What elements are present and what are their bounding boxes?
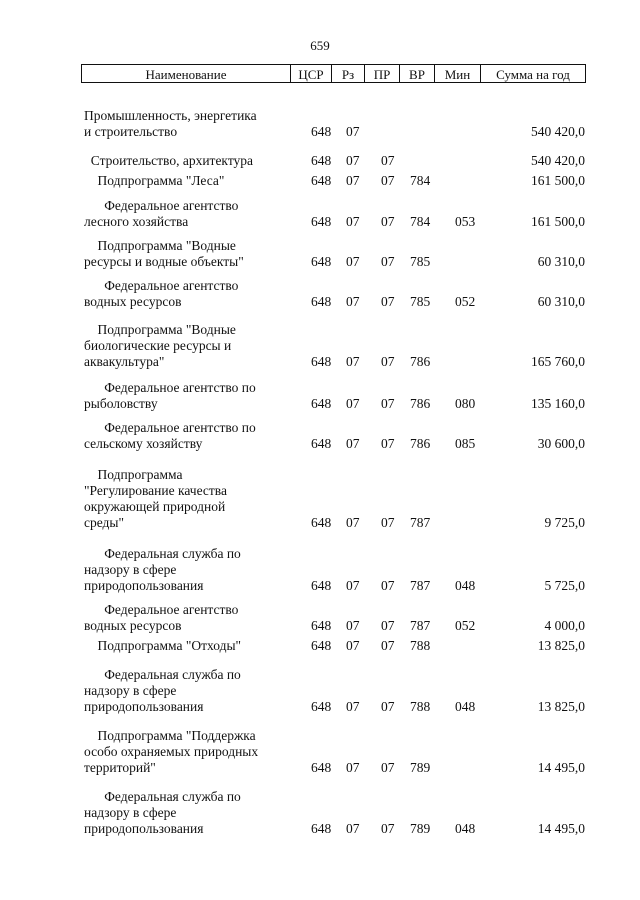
cell-csr: 648: [311, 436, 332, 451]
cell-vr: 784: [410, 214, 431, 229]
row-name-line: надзору в сфере: [84, 683, 177, 698]
row-name-line: водных ресурсов: [84, 618, 182, 633]
table-row: [0, 420, 640, 452]
cell-pr: 07: [381, 354, 395, 369]
header-csr: ЦСР: [290, 65, 331, 82]
cell-sum: 60 310,0: [537, 254, 585, 269]
cell-vr: 789: [410, 821, 431, 836]
cell-csr: 648: [311, 254, 332, 269]
row-name-line: Подпрограмма "Поддержка: [84, 728, 256, 743]
row-name-line: "Регулирование качества: [84, 483, 227, 498]
row-name-line: Федеральное агентство по: [84, 420, 256, 435]
header-min: Мин: [434, 65, 480, 82]
table-row: [0, 198, 640, 230]
cell-sum: 4 000,0: [544, 618, 585, 633]
cell-csr: 648: [311, 396, 332, 411]
row-name-line: Федеральное агентство по: [84, 380, 256, 395]
table-row: [0, 728, 640, 776]
cell-rz: 07: [346, 638, 360, 653]
table-row: [0, 667, 640, 715]
cell-min: 048: [455, 699, 476, 714]
cell-vr: 786: [410, 396, 431, 411]
table-row: [0, 153, 640, 169]
cell-sum: 165 760,0: [531, 354, 585, 369]
row-name-line: природопользования: [84, 821, 204, 836]
cell-sum: 13 825,0: [537, 699, 585, 714]
row-name: [84, 322, 284, 370]
cell-vr: 786: [410, 436, 431, 451]
row-name-line: Федеральное агентство: [84, 602, 239, 617]
row-name-line: ресурсы и водные объекты": [84, 254, 244, 269]
cell-vr: 787: [410, 578, 431, 593]
header-rz: Рз: [331, 65, 364, 82]
row-name: [84, 728, 284, 776]
cell-vr: 788: [410, 699, 431, 714]
cell-min: 085: [455, 436, 476, 451]
cell-min: 052: [455, 618, 476, 633]
cell-min: 053: [455, 214, 476, 229]
cell-min: 080: [455, 396, 476, 411]
cell-pr: 07: [381, 254, 395, 269]
cell-rz: 07: [346, 173, 360, 188]
header-vr: ВР: [399, 65, 434, 82]
cell-pr: 07: [381, 821, 395, 836]
cell-csr: 648: [311, 638, 332, 653]
cell-csr: 648: [311, 294, 332, 309]
cell-vr: 787: [410, 515, 431, 530]
row-name-line: Федеральное агентство: [84, 198, 239, 213]
cell-pr: 07: [381, 515, 395, 530]
cell-sum: 161 500,0: [531, 173, 585, 188]
row-name-line: аквакультура": [84, 354, 165, 369]
row-name: [84, 153, 284, 169]
row-name-line: сельскому хозяйству: [84, 436, 203, 451]
cell-vr: 785: [410, 254, 431, 269]
row-name-line: среды": [84, 515, 125, 530]
cell-csr: 648: [311, 515, 332, 530]
table-row: [0, 278, 640, 310]
cell-vr: 788: [410, 638, 431, 653]
cell-rz: 07: [346, 760, 360, 775]
row-name-line: особо охраняемых природных: [84, 744, 259, 759]
cell-rz: 07: [346, 396, 360, 411]
table-row: [0, 602, 640, 634]
cell-rz: 07: [346, 214, 360, 229]
header-pr: ПР: [364, 65, 399, 82]
row-name-line: природопользования: [84, 578, 204, 593]
table-row: [0, 546, 640, 594]
row-name-line: рыболовству: [84, 396, 158, 411]
row-name-line: Подпрограмма: [84, 467, 183, 482]
table-row: [0, 238, 640, 270]
cell-sum: 540 420,0: [531, 124, 585, 139]
cell-pr: 07: [381, 760, 395, 775]
cell-csr: 648: [311, 578, 332, 593]
row-name-line: Федеральная служба по: [84, 789, 241, 804]
row-name-line: территорий": [84, 760, 156, 775]
row-name-line: водных ресурсов: [84, 294, 182, 309]
cell-pr: 07: [381, 173, 395, 188]
cell-rz: 07: [346, 578, 360, 593]
cell-rz: 07: [346, 618, 360, 633]
row-name: [84, 198, 284, 230]
cell-sum: 60 310,0: [537, 294, 585, 309]
row-name-line: Федеральная служба по: [84, 667, 241, 682]
cell-csr: 648: [311, 214, 332, 229]
row-name: [84, 420, 284, 452]
cell-pr: 07: [381, 153, 395, 168]
row-name-line: надзору в сфере: [84, 805, 177, 820]
table-row: [0, 789, 640, 837]
cell-rz: 07: [346, 515, 360, 530]
cell-vr: 785: [410, 294, 431, 309]
table-row: [0, 322, 640, 370]
row-name: [84, 238, 284, 270]
cell-sum: 161 500,0: [531, 214, 585, 229]
row-name-line: окружающей природной: [84, 499, 226, 514]
cell-sum: 9 725,0: [544, 515, 585, 530]
header-name: Наименование: [145, 67, 227, 82]
cell-min: 048: [455, 578, 476, 593]
row-name: [84, 173, 284, 189]
cell-pr: 07: [381, 638, 395, 653]
cell-min: 048: [455, 821, 476, 836]
row-name-line: Подпрограмма "Водные: [84, 322, 236, 337]
row-name-line: Федеральная служба по: [84, 546, 241, 561]
cell-csr: 648: [311, 821, 332, 836]
cell-csr: 648: [311, 354, 332, 369]
cell-pr: 07: [381, 396, 395, 411]
row-name: [84, 789, 284, 837]
cell-pr: 07: [381, 618, 395, 633]
cell-pr: 07: [381, 436, 395, 451]
row-name-line: биологические ресурсы и: [84, 338, 232, 353]
row-name-line: природопользования: [84, 699, 204, 714]
row-name-line: Федеральное агентство: [84, 278, 239, 293]
table-row: [0, 380, 640, 412]
header-sum: Сумма на год: [480, 65, 585, 82]
page-number: 659: [310, 38, 330, 53]
cell-vr: 789: [410, 760, 431, 775]
cell-sum: 5 725,0: [544, 578, 585, 593]
cell-vr: 784: [410, 173, 431, 188]
cell-csr: 648: [311, 760, 332, 775]
table-row: [0, 173, 640, 189]
cell-pr: 07: [381, 578, 395, 593]
cell-min: 052: [455, 294, 476, 309]
row-name: [84, 108, 284, 140]
row-name-line: Подпрограмма "Водные: [84, 238, 236, 253]
cell-rz: 07: [346, 294, 360, 309]
row-name-line: надзору в сфере: [84, 562, 177, 577]
cell-sum: 30 600,0: [537, 436, 585, 451]
cell-pr: 07: [381, 294, 395, 309]
row-name-line: Подпрограмма "Отходы": [84, 638, 242, 653]
cell-csr: 648: [311, 153, 332, 168]
row-name-line: и строительство: [84, 124, 178, 139]
row-name: [84, 278, 284, 310]
cell-pr: 07: [381, 214, 395, 229]
table-row: [0, 108, 640, 140]
cell-sum: 540 420,0: [531, 153, 585, 168]
cell-sum: 14 495,0: [537, 760, 585, 775]
cell-pr: 07: [381, 699, 395, 714]
cell-rz: 07: [346, 124, 360, 139]
cell-sum: 135 160,0: [531, 396, 585, 411]
cell-sum: 13 825,0: [537, 638, 585, 653]
cell-rz: 07: [346, 436, 360, 451]
cell-csr: 648: [311, 699, 332, 714]
cell-rz: 07: [346, 699, 360, 714]
row-name-line: Подпрограмма "Леса": [84, 173, 225, 188]
table-row: [0, 638, 640, 654]
row-name: [84, 602, 284, 634]
row-name-line: Промышленность, энергетика: [84, 108, 257, 123]
cell-rz: 07: [346, 821, 360, 836]
row-name: [84, 380, 284, 412]
cell-csr: 648: [311, 618, 332, 633]
row-name: [84, 667, 284, 715]
cell-vr: 787: [410, 618, 431, 633]
cell-csr: 648: [311, 124, 332, 139]
row-name-line: Строительство, архитектура: [84, 153, 254, 168]
cell-rz: 07: [346, 354, 360, 369]
table-header: [81, 64, 586, 83]
cell-rz: 07: [346, 153, 360, 168]
row-name: [84, 546, 284, 594]
row-name-line: лесного хозяйства: [84, 214, 189, 229]
cell-sum: 14 495,0: [537, 821, 585, 836]
cell-csr: 648: [311, 173, 332, 188]
row-name: [84, 638, 284, 654]
row-name: [84, 467, 284, 531]
cell-rz: 07: [346, 254, 360, 269]
cell-vr: 786: [410, 354, 431, 369]
table-row: [0, 467, 640, 531]
